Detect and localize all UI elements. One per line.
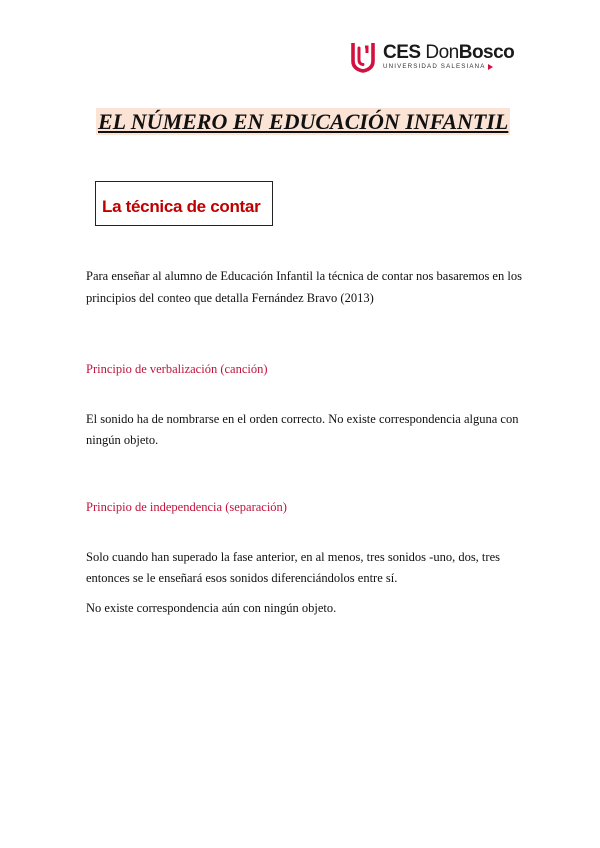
logo-text <box>383 43 514 70</box>
logo-ces: CES <box>383 42 421 64</box>
logo-subtitle <box>383 64 514 70</box>
section2-line-1: Solo cuando han superado la fase anterior, en al menos, tres sonidos -uno, dos, tres <box>86 550 500 564</box>
section2-line-3: No existe correspondencia aún con ningún objeto. <box>86 601 337 615</box>
section1-heading: Principio de verbalización (canción) <box>86 362 268 376</box>
section-title-box <box>95 181 273 226</box>
play-triangle-icon <box>488 64 493 70</box>
ces-shield-icon <box>350 41 376 73</box>
intro-line-1: Para enseñar al alumno de Educación Infantil la técnica de contar nos basaremos en los <box>86 269 522 283</box>
logo-bosco: Bosco <box>458 42 515 64</box>
ces-don-bosco-logo <box>350 40 514 74</box>
logo-don: Don <box>425 42 459 64</box>
section2-heading: Principio de independencia (separación) <box>86 500 287 514</box>
section1-line-1: El sonido ha de nombrarse en el orden correcto. No existe correspondencia alguna con <box>86 412 519 426</box>
document-title: EL NÚMERO EN EDUCACIÓN INFANTIL <box>98 109 509 134</box>
intro-line-2: principios del conteo que detalla Fernández Bravo (2013) <box>86 291 374 305</box>
section2-line-2: entonces se le enseñará esos sonidos diferenciándolos entre sí. <box>86 571 398 585</box>
logo-subtitle-text: UNIVERSIDAD SALESIANA <box>383 63 486 71</box>
logo-wordmark <box>383 43 514 62</box>
section-title-label: La técnica de contar <box>102 197 261 216</box>
section1-line-2: ningún objeto. <box>86 433 159 447</box>
